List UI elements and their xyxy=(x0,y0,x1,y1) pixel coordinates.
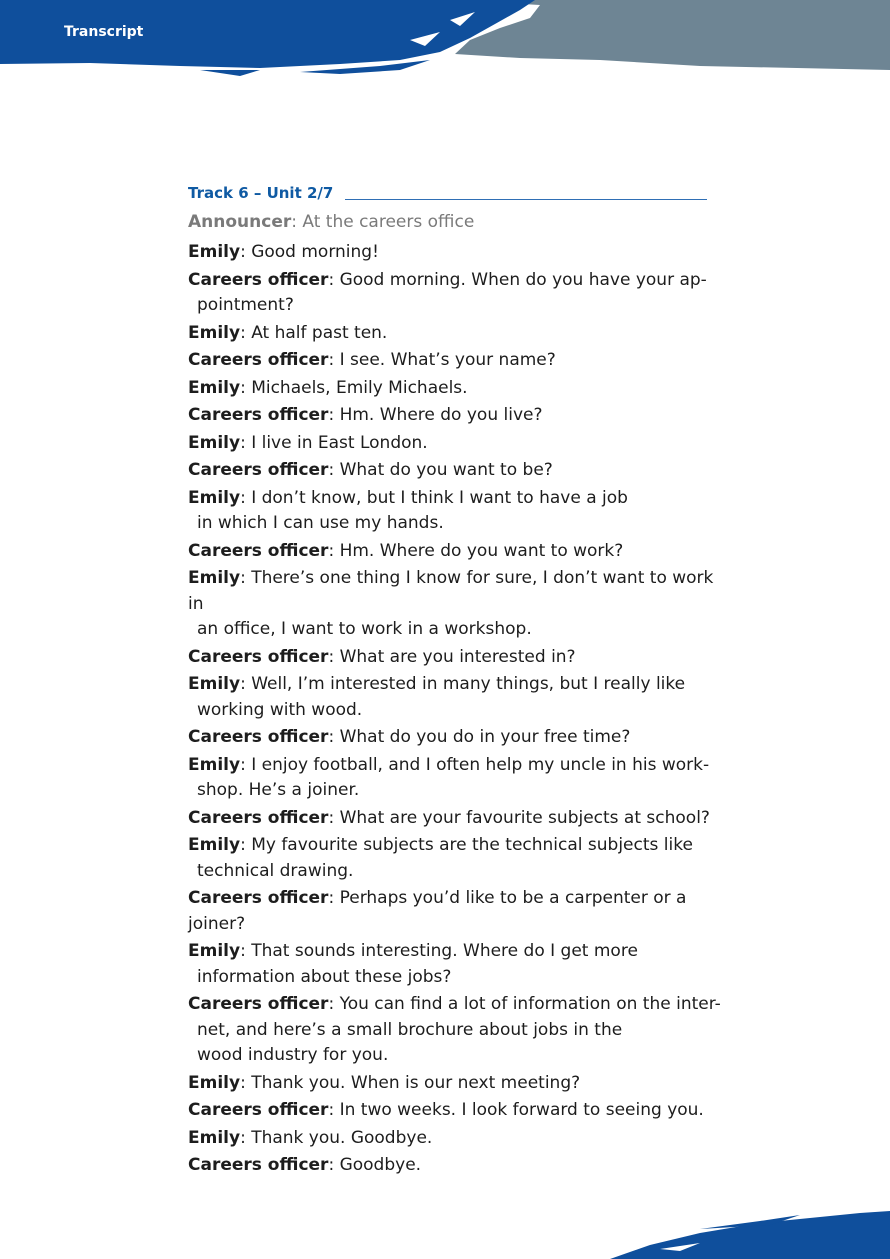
track-heading: Track 6 – Unit 2/7 xyxy=(188,184,334,202)
dialogue-line xyxy=(188,1126,728,1152)
dialogue-line xyxy=(188,431,728,457)
speech-continuation: shop. He’s a joiner. xyxy=(197,780,360,800)
dialogue-line xyxy=(188,240,728,266)
speech-continuation: in which I can use my hands. xyxy=(197,513,444,533)
header-label: Transcript xyxy=(64,24,144,40)
dialogue-line xyxy=(188,672,728,723)
speaker-name: Careers officer xyxy=(188,540,329,561)
dialogue-line xyxy=(188,458,728,484)
speaker-name: Careers officer xyxy=(188,807,329,828)
speaker-name: Emily xyxy=(188,1072,241,1093)
speech-text: : My favourite subjects are the technical subjects like xyxy=(240,835,693,855)
dialogue-line xyxy=(188,376,728,402)
dialogue-line xyxy=(188,539,728,565)
dialogue-line xyxy=(188,992,728,1069)
speaker-name: Careers officer xyxy=(188,460,329,480)
speech-text: : In two weeks. I look forward to seeing you. xyxy=(328,1100,704,1120)
speech-text: : I live in East London. xyxy=(240,432,428,453)
dialogue-line xyxy=(188,1098,728,1124)
speech-text: : What are your favourite subjects at school? xyxy=(328,807,710,828)
speaker-name: Careers officer xyxy=(188,1155,329,1175)
speech-text: : That sounds interesting. Where do I get more xyxy=(240,941,638,961)
speaker-name: Careers officer xyxy=(188,269,329,290)
speech-continuation: net, and here’s a small brochure about jobs in the xyxy=(197,1019,623,1040)
speech-text: : Goodbye. xyxy=(328,1155,422,1175)
speaker-name: Emily xyxy=(188,377,241,398)
speaker-name: Emily xyxy=(188,242,241,262)
speaker-name: Careers officer xyxy=(188,646,329,667)
speech-text: : You can find a lot of information on the inter- xyxy=(328,994,721,1014)
speaker-name: Emily xyxy=(188,674,241,694)
dialogue-line xyxy=(188,1071,728,1097)
dialogue-line xyxy=(188,403,728,429)
speech-text: : I see. What’s your name? xyxy=(328,350,556,370)
speech-text: : What are you interested in? xyxy=(328,646,576,667)
speaker-name: Emily xyxy=(188,754,241,775)
speaker-name: Emily xyxy=(188,1127,241,1148)
speaker-name: Careers officer xyxy=(188,994,329,1014)
dialogue-line xyxy=(188,833,728,884)
dialogue-line xyxy=(188,645,728,671)
speech-text: : At half past ten. xyxy=(240,322,388,343)
speech-text: : Thank you. When is our next meeting? xyxy=(240,1072,581,1093)
dialogue-line xyxy=(188,886,728,937)
header-brush-banner xyxy=(0,0,890,90)
speaker-name: Careers officer xyxy=(188,1100,329,1120)
speech-text: : What do you want to be? xyxy=(328,460,553,480)
speech-text: : What do you do in your free time? xyxy=(328,727,631,747)
speaker-name: Careers officer xyxy=(188,405,329,425)
speech-text: : Perhaps you’d like to be a carpenter or a joiner? xyxy=(188,888,687,934)
dialogue-line xyxy=(188,725,728,751)
speech-text: : Good morning! xyxy=(240,242,379,262)
speech-continuation: information about these jobs? xyxy=(197,966,452,987)
announcer-speaker: Announcer xyxy=(188,212,292,232)
dialogue-line xyxy=(188,321,728,347)
speech-text: : Well, I’m interested in many things, but I really like xyxy=(240,674,686,694)
dialogue-line xyxy=(188,806,728,832)
speech-text: : Good morning. When do you have your ap- xyxy=(328,269,707,290)
announcer-line xyxy=(188,212,474,232)
speech-text: : Thank you. Goodbye. xyxy=(240,1127,433,1148)
dialogue-line xyxy=(188,268,728,319)
speaker-name: Emily xyxy=(188,432,241,453)
speech-text: : Hm. Where do you want to work? xyxy=(328,540,624,561)
announcer-text: : At the careers office xyxy=(291,212,475,232)
speaker-name: Emily xyxy=(188,322,241,343)
speech-continuation: pointment? xyxy=(197,295,294,315)
speech-text: : I don’t know, but I think I want to have a job xyxy=(240,487,628,508)
speech-continuation: technical drawing. xyxy=(197,860,354,881)
speaker-name: Emily xyxy=(188,941,241,961)
speaker-name: Careers officer xyxy=(188,888,329,908)
speaker-name: Careers officer xyxy=(188,727,329,747)
speaker-name: Emily xyxy=(188,835,241,855)
speech-continuation: wood industry for you. xyxy=(197,1045,389,1065)
heading-rule xyxy=(345,199,707,200)
speaker-name: Emily xyxy=(188,487,241,508)
speech-continuation: an office, I want to work in a workshop. xyxy=(197,619,532,639)
speaker-name: Emily xyxy=(188,568,241,588)
speech-text: : Michaels, Emily Michaels. xyxy=(240,377,468,398)
footer-brush-stroke xyxy=(0,1199,890,1259)
dialogue-line xyxy=(188,939,728,990)
speech-text: : I enjoy football, and I often help my uncle in his work- xyxy=(240,754,710,775)
speaker-name: Careers officer xyxy=(188,350,329,370)
dialogue-line xyxy=(188,753,728,804)
dialogue-line xyxy=(188,486,728,537)
dialogue-line xyxy=(188,566,728,643)
speech-text: : There’s one thing I know for sure, I don’t want to work in xyxy=(188,568,714,614)
speech-continuation: working with wood. xyxy=(197,699,363,720)
dialogue-line xyxy=(188,348,728,374)
transcript-dialogue xyxy=(188,240,728,1181)
speech-text: : Hm. Where do you live? xyxy=(328,405,543,425)
dialogue-line xyxy=(188,1153,728,1179)
